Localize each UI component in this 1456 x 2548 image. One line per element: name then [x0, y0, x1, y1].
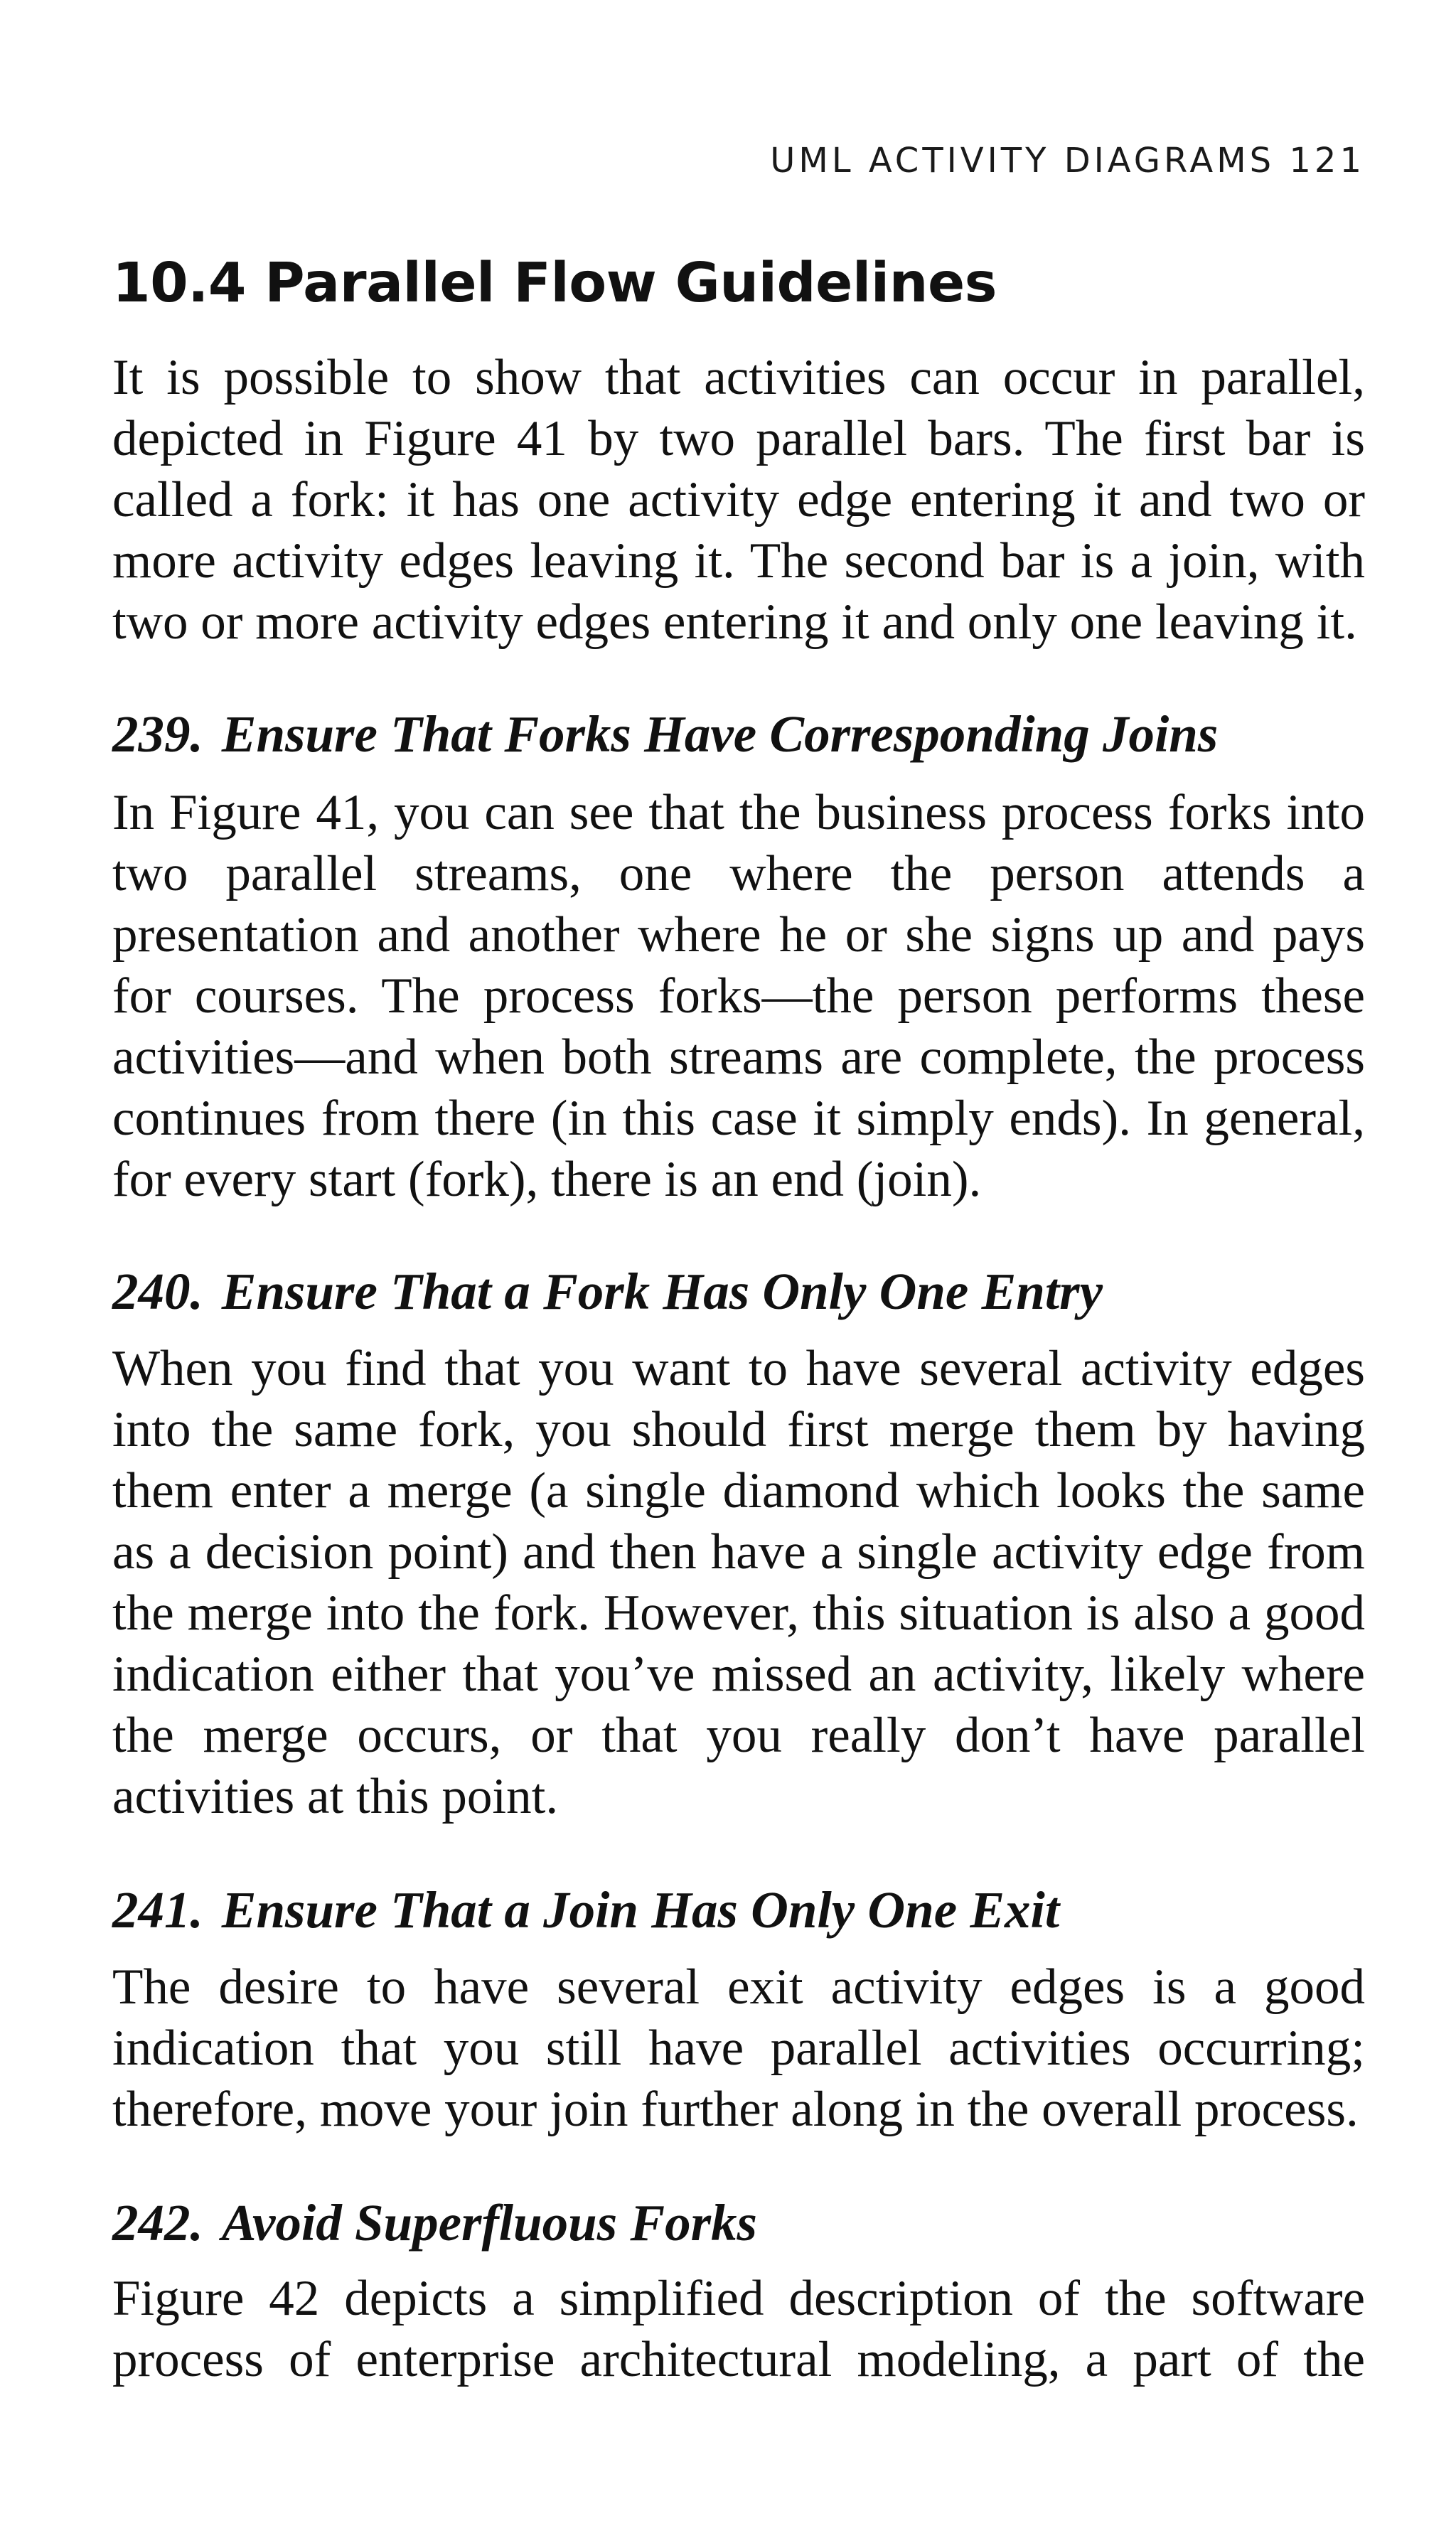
guideline-239-title: Ensure That Forks Have Corresponding Joins — [221, 705, 1219, 763]
guideline-242-number: 242. — [112, 2194, 203, 2252]
guideline-239-heading — [112, 705, 1219, 763]
guideline-242-body-block — [112, 2268, 1365, 2390]
guideline-241-number: 241. — [112, 1881, 203, 1939]
guideline-240-title: Ensure That a Fork Has Only One Entry — [221, 1263, 1103, 1320]
guideline-240-number: 240. — [112, 1263, 203, 1320]
guideline-241-body-block — [112, 1956, 1365, 2140]
guideline-240-heading — [112, 1263, 1103, 1320]
guideline-240-body-block — [112, 1338, 1365, 1827]
guideline-241-title: Ensure That a Join Has Only One Exit — [221, 1881, 1060, 1939]
running-head: UML ACTIVITY DIAGRAMS 121 — [770, 141, 1365, 181]
guideline-239-body: In Figure 41, you can see that the business process forks into two parallel streams, one where the person attends a presentation and another where he or she signs up and pays for courses. The process forks—the person performs these activities—and when both streams are complete, the process continues from there (in this case it simply ends). In general, for every start (fork), there is an end (join). — [112, 785, 1365, 1207]
guideline-239-body-block — [112, 782, 1365, 1210]
guideline-241-heading — [112, 1881, 1060, 1939]
section-intro: It is possible to show that activities can occur in parallel, depicted in Figure 41 by two parallel bars. The first bar is called a fork: it has one activity edge entering it and two or more activity edges leaving it. The second bar is a join, with two or more activity edges entering it and only one leaving it. — [112, 350, 1365, 650]
guideline-240-body: When you find that you want to have several activity edges into the same fork, you should first merge them by having them enter a merge (a single diamond which looks the same as a decision point) and then have a single activity edge from the merge into the fork. However, this situation is also a good indication either that you’ve missed an activity, likely where the merge occurs, or that you really don’t have parallel activities at this point. — [112, 1341, 1365, 1824]
guideline-242-body: Figure 42 depicts a simplified description of the software process of enterprise architectural modeling, a part of the — [112, 2271, 1365, 2387]
guideline-241-body: The desire to have several exit activity edges is a good indication that you still have parallel activities occurring; therefore, move your join further along in the overall process. — [112, 1959, 1365, 2137]
section-intro-block — [112, 347, 1365, 653]
guideline-242-title: Avoid Superfluous Forks — [221, 2194, 757, 2252]
section-heading: 10.4 Parallel Flow Guidelines — [112, 252, 997, 315]
guideline-239-number: 239. — [112, 705, 203, 763]
guideline-242-heading — [112, 2194, 757, 2252]
